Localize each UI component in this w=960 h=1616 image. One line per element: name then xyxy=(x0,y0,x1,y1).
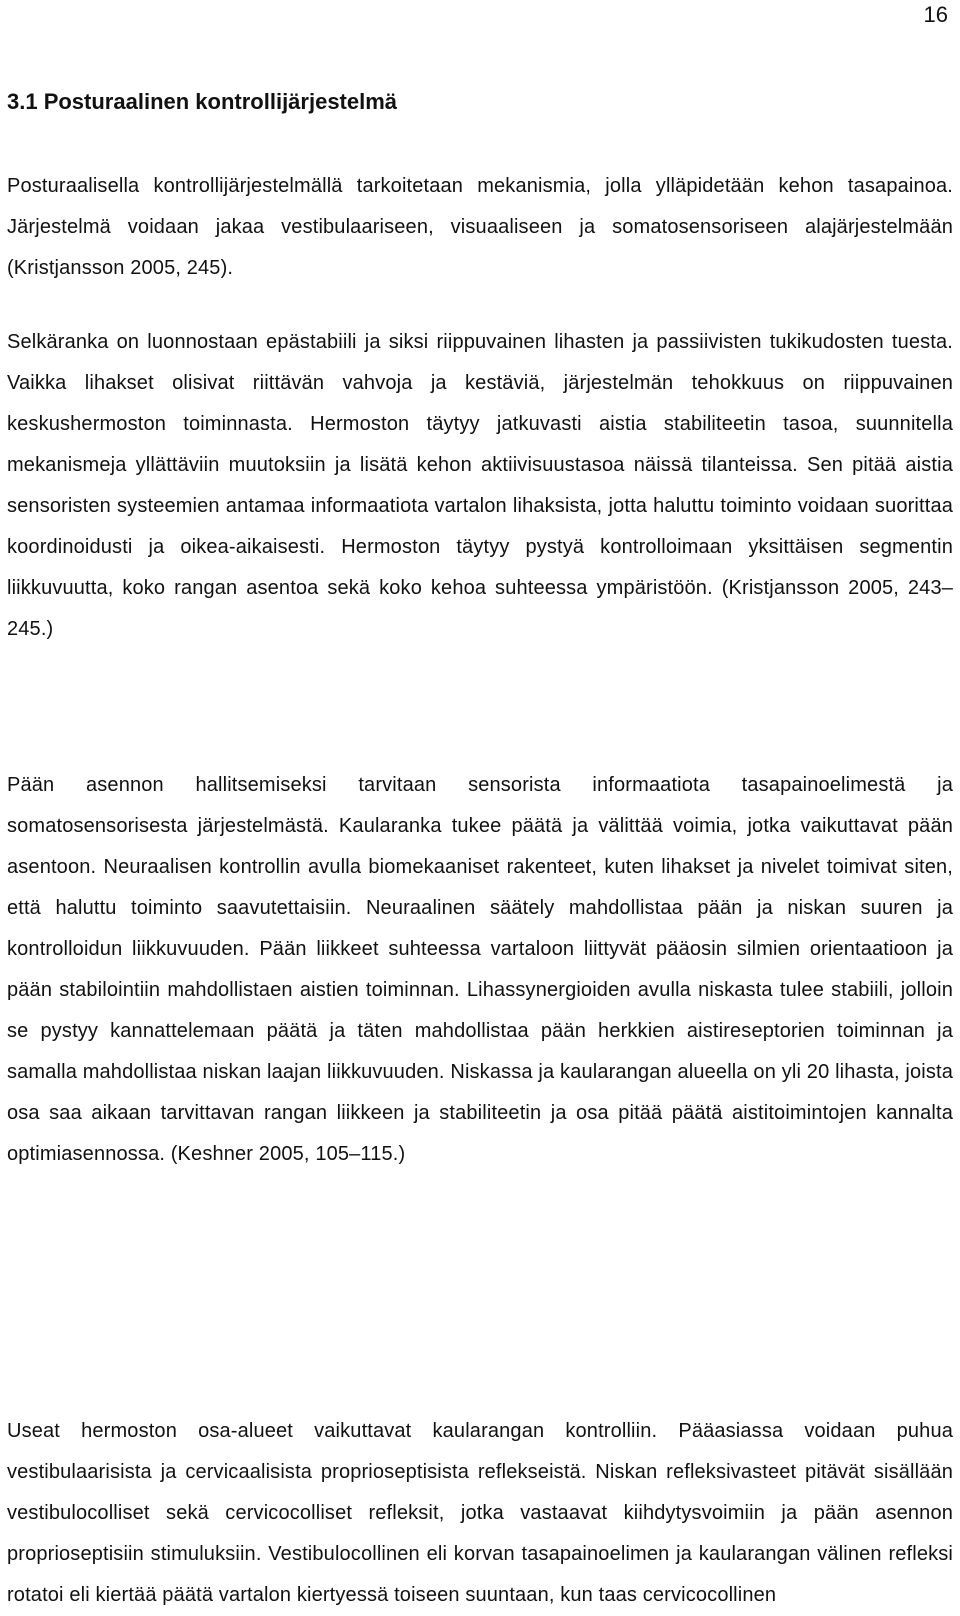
section-heading: 3.1 Posturaalinen kontrollijärjestelmä xyxy=(7,89,398,114)
paragraph: Selkäranka on luonnostaan epästabiili ja siksi riippuvainen lihasten ja passiivisten tukikudosten tuesta. Vaikka lihakset olisivat riittävän vahvoja ja kestäviä, järjestelmän tehokkuus on riippuvainen keskushermoston toiminnasta. Hermoston täytyy jatkuvasti aistia stabiliteetin tasoa, suunnitella mekanismeja yllättäviin muutoksiin ja lisätä kehon aktiivisuustasoa näissä tilanteissa. Sen pitää aistia sensoristen systeemien antamaa informaatiota vartalon lihaksista, jotta haluttu toiminto voidaan suorittaa koordinoidusti ja oikea-aikaisesti. Hermoston täytyy pystyä kontrolloimaan yksittäisen segmentin liikkuvuutta, koko rangan asentoa sekä koko kehoa suhteessa ympäristöön. (Kristjansson 2005, 243–245.) xyxy=(7,331,953,640)
page-number: 16 xyxy=(923,2,948,27)
paragraph: Pään asennon hallitsemiseksi tarvitaan sensorista informaatiota tasapainoelimestä ja somatosensorisesta järjestelmästä. Kaularanka tukee päätä ja välittää voimia, jotka vaikuttavat pään asentoon. Neuraalisen kontrollin avulla biomekaaniset rakenteet, kuten lihakset ja nivelet toimivat siten, että haluttu toiminto saavutettaisiin. Neuraalinen säätely mahdollistaa pään ja niskan suuren ja kontrolloidun liikkuvuuden. Pään liikkeet suhteessa vartaloon liittyvät pääosin silmien orientaatioon ja pään stabilointiin mahdollistaen aistien toiminnan. Lihassynergioiden avulla niskasta tulee stabiili, jolloin se pystyy kannattelemaan päätä ja täten mahdollistaa pään herkkien aistireseptorien toiminnan ja samalla mahdollistaa niskan laajan liikkuvuuden. Niskassa ja kaularangan alueella on yli 20 lihasta, joista osa saa aikaan tarvittavan rangan liikkeen ja stabiliteetin ja osa pitää päätä aistitoimintojen kannalta optimiasennossa. (Keshner 2005, 105–115.) xyxy=(7,774,953,1165)
paragraph: Posturaalisella kontrollijärjestelmällä tarkoitetaan mekanismia, jolla ylläpidetään kehon tasapainoa. Järjestelmä voidaan jakaa vestibulaariseen, visuaaliseen ja somatosensoriseen alajärjestelmään (Kristjansson 2005, 245). xyxy=(7,175,953,279)
paragraph: Useat hermoston osa-alueet vaikuttavat kaularangan kontrolliin. Pääasiassa voidaan puhua vestibulaarisista ja cervicaalisista proprioseptisista reflekseistä. Niskan refleksivasteet pitävät sisällään vestibulocolliset sekä cervicocolliset refleksit, jotka vastaavat kiihdytysvoimiin ja pään asennon proprioseptisiin stimuluksiin. Vestibulocollinen eli korvan tasapainoelimen ja kaularangan välinen refleksi rotatoi eli kiertää päätä vartalon kiertyessä toiseen suuntaan, kun taas cervicocollinen xyxy=(7,1420,953,1606)
